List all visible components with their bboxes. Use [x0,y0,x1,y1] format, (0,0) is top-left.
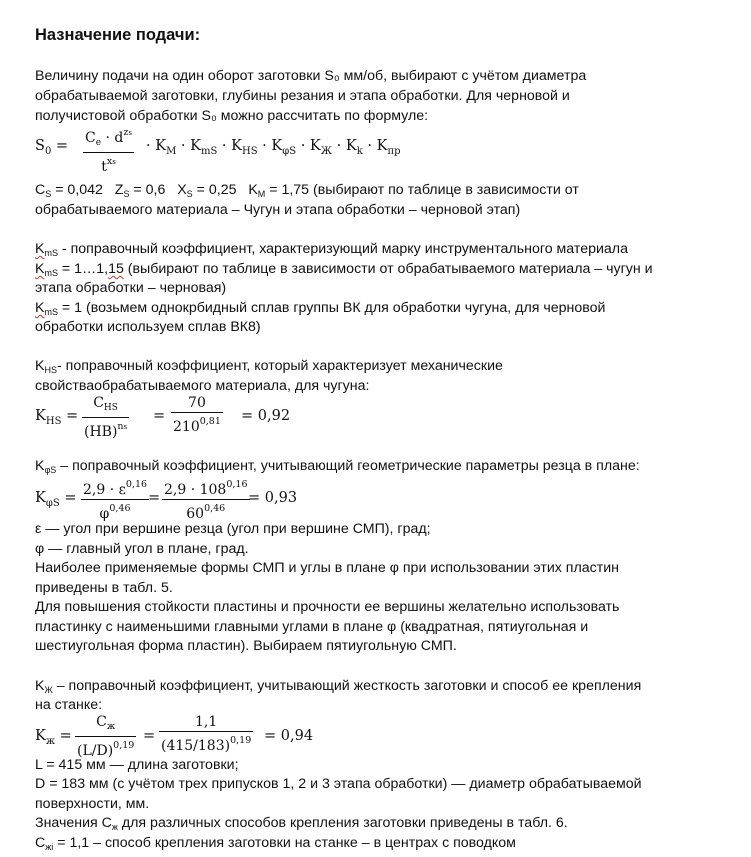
page-title: Назначение подачи: [35,26,201,44]
kzh-text-3: поверхности, мм. [35,796,150,812]
kzh-text-2: D = 183 мм (с учётом трех припусков 1, 2 и 3 этапа обработки) — диаметр обрабатываемой [35,776,642,792]
kphi-line-1: $K_{\varphi S}$ – поправочный коэффициент, учитывающий геометрические параметры резца в плане: [35,458,640,475]
kzh-line-2: на станке: [35,697,103,713]
kphi-text-3: Наиболее применяемые формы СМП и углы в плане φ при использовании этих пластин [35,560,619,576]
kphi-text-6: пластинку с наименьшими главными углами в плане φ (квадратная, пятиугольная и [35,619,589,635]
formula-s0-eq: = [55,138,69,154]
kms-line-3: этапа обработки – черновая) [35,280,227,296]
intro-line-1: Величину подачи на один оборот заготовки S₀ мм/об, выбирают с учётом диаметра [35,68,587,84]
formula-s0-lhs: S [35,138,45,154]
kphi-text-2: φ — главный угол в плане, град. [35,541,249,557]
kzh-text-4: Значения $C_ж$ для различных способов крепления заготовки приведены в табл. 6. [35,815,568,832]
intro-line-2: обрабатываемой заготовки, глубины резания и этапа обработки. Для черновой и [35,88,570,104]
formula-s0-tail: · $K_M \cdot K_{mS} \cdot K_{HS} \cdot K_{\varphi S} \cdot K_Ж \cdot K_k \cdot K_{пр}$ [146,138,401,157]
coefficients-line: $C_S = 0,042$ $Z_S = 0,6$ $X_S = 0,25$ $K_M = 1,75$ (выбирают по таблице в зависимости от [35,182,579,199]
kzh-text-5: $C_{жi} = 1,1$ – способ крепления заготовки на станке – в центрах с поводком [35,835,516,852]
kms-line-5: обработки используем сплав ВК8) [35,319,261,335]
intro-line-3: получистовой обработки S₀ можно рассчитать по формуле: [35,108,429,124]
kphi-text-1: ε — угол при вершине резца (угол при вершине СМП), град; [35,521,431,537]
kzh-text-1: L = 415 мм — длина заготовки; [35,757,239,773]
formula-s0-fraction: $C_e \cdot d^{zs}$ $t^{xs}$ [83,124,134,176]
kphi-text-7: шестиугольная форма пластин). Выбираем пятиугольную СМП. [35,638,457,654]
khs-line-1: $K_{HS}-$ поправочный коэффициент, который характеризует механические [35,358,503,375]
kphi-text-4: приведены в табл. 5. [35,580,173,596]
khs-line-2: свойстваобрабатываемого материала, для чугуна: [35,378,370,394]
coefficients-note: обрабатываемого материала – Чугун и этапа обработки – черновой этап) [35,202,521,218]
kms-line-2: $K_{mS}$ = 1…1,15 (выбирают по таблице в зависимости от обрабатываемого материала – чугун и [35,261,653,278]
kphi-text-5: Для повышения стойкости пластины и прочности ее вершины желательно использовать [35,599,620,615]
kms-line-1: $K_{mS}$ - поправочный коэффициент, характеризующий марку инструментального материала [35,241,628,258]
kms-line-4: $K_{mS} = 1$ (возьмем однокрбидный сплав группы ВК для обработки чугуна, для черновой [35,300,606,317]
kzh-line-1: $K_Ж$ – поправочный коэффициент, учитывающий жесткость заготовки и способ ее крепления [35,678,642,695]
